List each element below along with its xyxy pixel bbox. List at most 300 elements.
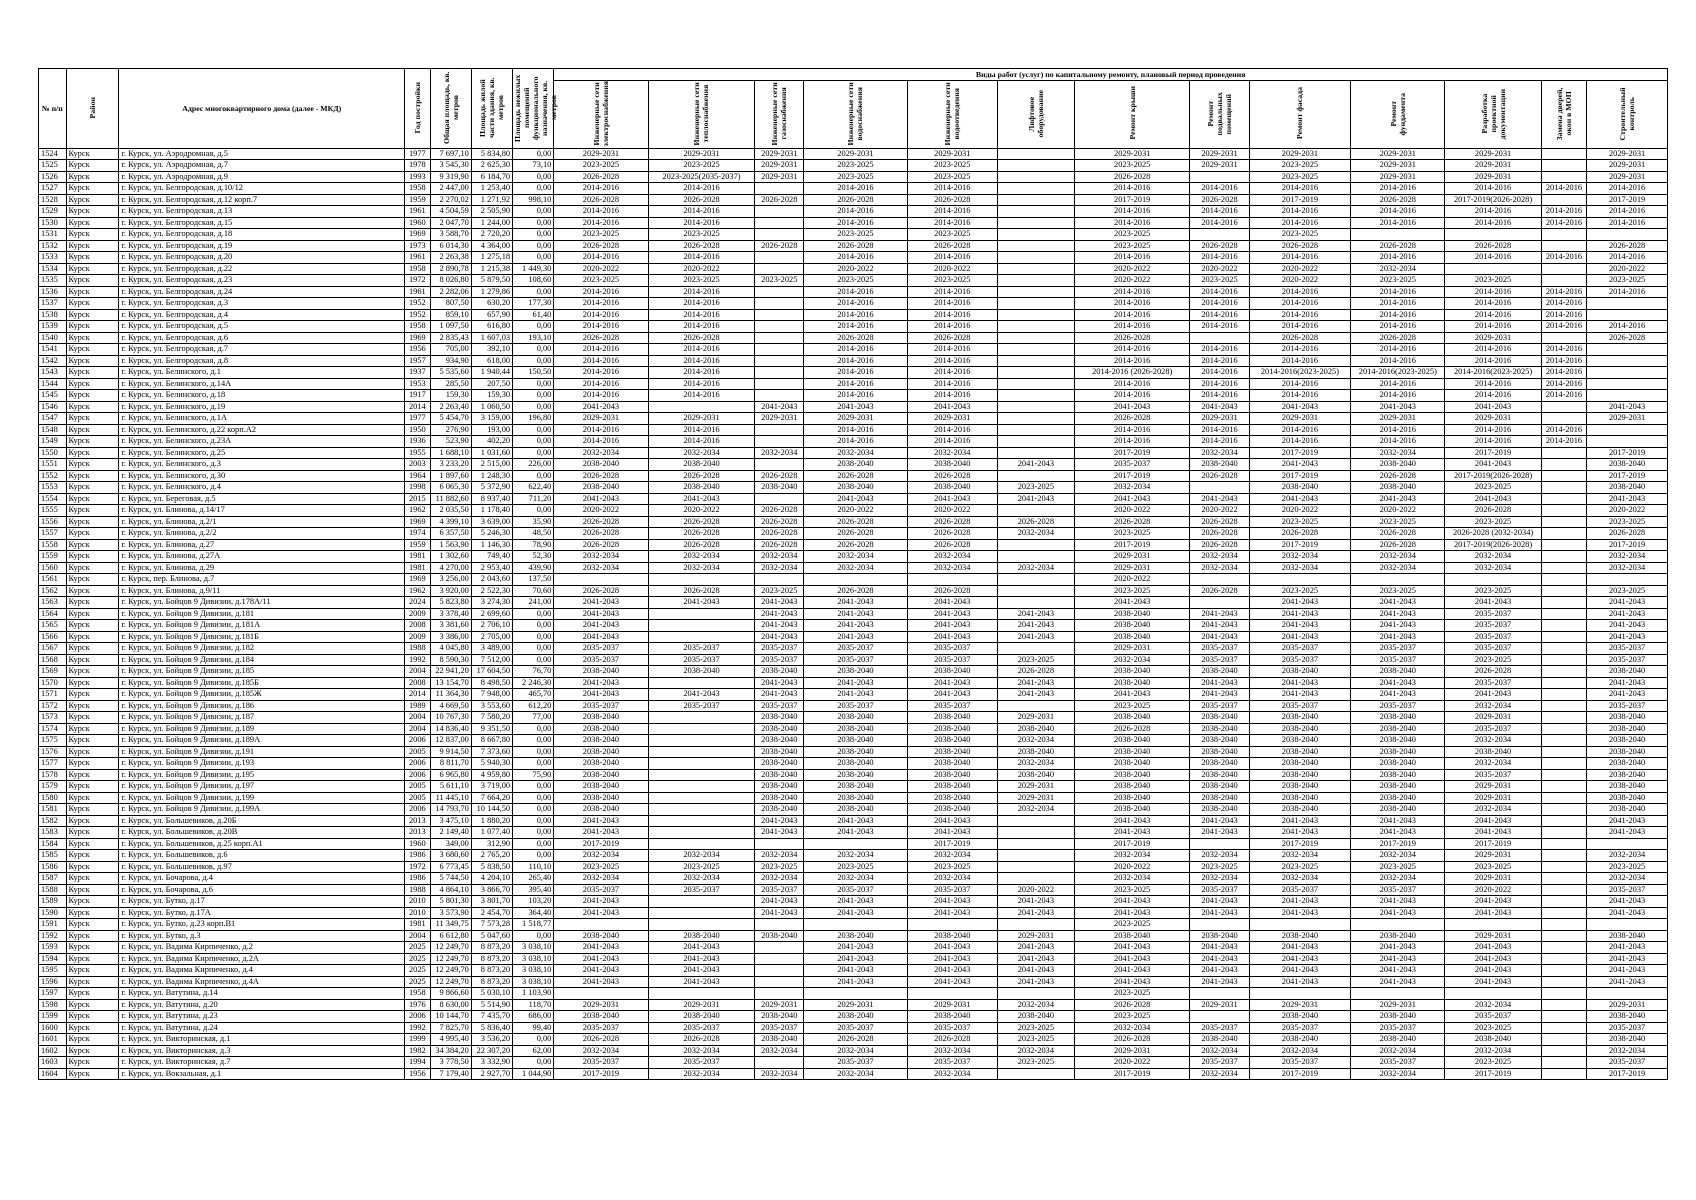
table-cell: 2038-2040 bbox=[1075, 804, 1190, 816]
table-cell: 2026-2028 bbox=[1249, 332, 1351, 344]
table-cell: 2023-2025 bbox=[1445, 275, 1541, 287]
table-cell: 2014-2016 bbox=[907, 344, 997, 356]
table-cell: 2014-2016 bbox=[804, 355, 908, 367]
table-cell: 2014-2016 bbox=[804, 309, 908, 321]
table-cell: 2041-2043 bbox=[554, 620, 648, 632]
table-cell: 1982 bbox=[405, 1045, 430, 1057]
table-cell: г. Курск, ул. Белинского, д.3 bbox=[119, 459, 405, 471]
table-cell: 4 045,80 bbox=[430, 643, 471, 655]
table-cell: 5 801,30 bbox=[430, 896, 471, 908]
table-cell: 2014-2016 bbox=[1541, 390, 1587, 402]
table-cell: 2032-2034 bbox=[1445, 562, 1541, 574]
table-cell: 0,00 bbox=[513, 436, 554, 448]
table-cell: г. Курск, ул. Белгородская, д.20 bbox=[119, 252, 405, 264]
table-cell: 1538 bbox=[39, 309, 67, 321]
table-cell: 2041-2043 bbox=[1249, 459, 1351, 471]
table-cell: 2041-2043 bbox=[1587, 896, 1668, 908]
table-cell: 2029-2031 bbox=[1445, 873, 1541, 885]
table-row bbox=[39, 551, 1668, 563]
table-row bbox=[39, 171, 1668, 183]
table-cell: 2014-2016 bbox=[554, 390, 648, 402]
table-cell bbox=[1541, 850, 1587, 862]
table-cell: 1575 bbox=[39, 735, 67, 747]
table-cell: 2038-2040 bbox=[1587, 1034, 1668, 1046]
header-work-5: Лифтовое оборудование bbox=[997, 80, 1074, 148]
table-cell: 2026-2028 bbox=[1445, 666, 1541, 678]
table-cell: 99,40 bbox=[513, 1022, 554, 1034]
table-cell: Курск bbox=[66, 597, 119, 609]
table-cell: 2041-2043 bbox=[907, 815, 997, 827]
table-cell: 2023-2025 bbox=[1249, 585, 1351, 597]
table-cell: 2008 bbox=[405, 677, 430, 689]
table-cell: 2023-2025 bbox=[907, 171, 997, 183]
table-cell: Курск bbox=[66, 631, 119, 643]
table-cell: 2029-2031 bbox=[1351, 148, 1445, 160]
table-cell: 349,00 bbox=[430, 838, 471, 850]
table-cell: 4 959,80 bbox=[471, 769, 512, 781]
table-cell: 61,40 bbox=[513, 309, 554, 321]
table-cell bbox=[1541, 148, 1587, 160]
table-cell: 2038-2040 bbox=[804, 459, 908, 471]
table-cell: 2032-2034 bbox=[554, 562, 648, 574]
table-cell bbox=[1541, 861, 1587, 873]
table-cell: 2041-2043 bbox=[1249, 953, 1351, 965]
table-cell: 2014 bbox=[405, 689, 430, 701]
table-row bbox=[39, 804, 1668, 816]
table-cell: 2023-2025 bbox=[1249, 516, 1351, 528]
table-cell: 1554 bbox=[39, 493, 67, 505]
table-cell: 2038-2040 bbox=[554, 1011, 648, 1023]
table-cell: 2014-2016 bbox=[1541, 424, 1587, 436]
table-cell: 2014-2016 bbox=[1351, 252, 1445, 264]
table-cell: 0,00 bbox=[513, 608, 554, 620]
table-cell: 2029-2031 bbox=[1075, 562, 1190, 574]
table-cell: 2041-2043 bbox=[648, 953, 755, 965]
table-cell: 2041-2043 bbox=[1249, 907, 1351, 919]
table-cell: 2041-2043 bbox=[1445, 689, 1541, 701]
table-cell: 1551 bbox=[39, 459, 67, 471]
table-cell bbox=[648, 827, 755, 839]
table-cell: 3 256,00 bbox=[430, 574, 471, 586]
table-cell: 1969 bbox=[405, 574, 430, 586]
table-cell: 2014-2016 bbox=[1249, 252, 1351, 264]
table-cell: 1 077,40 bbox=[471, 827, 512, 839]
table-cell: 2041-2043 bbox=[1075, 953, 1190, 965]
table-cell: 2014-2016 bbox=[804, 252, 908, 264]
table-cell: 2035-2037 bbox=[554, 700, 648, 712]
table-cell: 2026-2028 bbox=[1190, 194, 1249, 206]
table-cell: 2032-2034 bbox=[1190, 1068, 1249, 1080]
table-cell: 2032-2034 bbox=[1351, 551, 1445, 563]
table-cell: 2014-2016 bbox=[1541, 309, 1587, 321]
table-cell: 2017-2019 bbox=[1249, 447, 1351, 459]
table-cell: 2023-2025 bbox=[1190, 275, 1249, 287]
table-cell: 2041-2043 bbox=[997, 896, 1074, 908]
table-cell bbox=[907, 919, 997, 931]
table-cell: 0,00 bbox=[513, 758, 554, 770]
table-cell: 1969 bbox=[405, 229, 430, 241]
table-cell: 2038-2040 bbox=[907, 758, 997, 770]
table-cell: 10 144,50 bbox=[471, 804, 512, 816]
table-cell: 2032-2034 bbox=[1351, 263, 1445, 275]
table-cell: 2026-2028 bbox=[1075, 332, 1190, 344]
table-cell: 2038-2040 bbox=[804, 723, 908, 735]
table-cell: 2013 bbox=[405, 827, 430, 839]
table-cell: 2014-2016 bbox=[648, 390, 755, 402]
table-cell: 2026-2028 bbox=[907, 1034, 997, 1046]
table-row bbox=[39, 528, 1668, 540]
header-work-4: Инженерные сети водоотведения bbox=[907, 80, 997, 148]
table-cell: 1569 bbox=[39, 666, 67, 678]
table-cell: 2035-2037 bbox=[907, 1057, 997, 1069]
table-cell: 11 445,10 bbox=[430, 792, 471, 804]
table-cell: 5 838,50 bbox=[471, 861, 512, 873]
table-cell: 2038-2040 bbox=[1351, 804, 1445, 816]
table-cell: 2038-2040 bbox=[1190, 746, 1249, 758]
table-cell: 2041-2043 bbox=[997, 907, 1074, 919]
table-cell: г. Курск, ул. Белинского, д.14А bbox=[119, 378, 405, 390]
table-cell: 1594 bbox=[39, 953, 67, 965]
table-cell bbox=[755, 424, 804, 436]
table-cell: 207,50 bbox=[471, 378, 512, 390]
table-cell: 2035-2037 bbox=[1249, 700, 1351, 712]
table-row bbox=[39, 861, 1668, 873]
table-cell: 177,30 bbox=[513, 298, 554, 310]
header-total-area: Общая площадь, кв. метров bbox=[430, 69, 471, 149]
table-cell: 2035-2037 bbox=[1351, 643, 1445, 655]
table-cell: 118,70 bbox=[513, 999, 554, 1011]
table-cell: 2029-2031 bbox=[1587, 413, 1668, 425]
table-cell bbox=[755, 493, 804, 505]
table-cell: 2041-2043 bbox=[1351, 620, 1445, 632]
table-cell: 2014-2016 bbox=[1587, 252, 1668, 264]
table-cell bbox=[1541, 620, 1587, 632]
table-cell: 2017-2019 bbox=[1249, 194, 1351, 206]
table-cell: 2041-2043 bbox=[755, 907, 804, 919]
table-cell: 2041-2043 bbox=[1587, 815, 1668, 827]
table-cell: 0,00 bbox=[513, 286, 554, 298]
table-cell bbox=[1541, 551, 1587, 563]
table-cell: 2038-2040 bbox=[1587, 804, 1668, 816]
table-cell: г. Курск, ул. Белгородская, д.6 bbox=[119, 332, 405, 344]
table-cell: 2041-2043 bbox=[1190, 689, 1249, 701]
table-cell: 2038-2040 bbox=[755, 930, 804, 942]
table-cell: 1978 bbox=[405, 160, 430, 172]
table-row bbox=[39, 217, 1668, 229]
table-cell bbox=[1541, 815, 1587, 827]
table-cell: 1 940,44 bbox=[471, 367, 512, 379]
table-cell: 2032-2034 bbox=[1351, 850, 1445, 862]
table-cell: 2009 bbox=[405, 608, 430, 620]
table-cell: 2035-2037 bbox=[554, 1022, 648, 1034]
table-cell: 2026-2028 bbox=[1190, 585, 1249, 597]
table-cell: 2023-2025(2035-2037) bbox=[648, 171, 755, 183]
table-cell: 3 038,10 bbox=[513, 965, 554, 977]
table-cell: 78,90 bbox=[513, 539, 554, 551]
table-cell: 2029-2031 bbox=[648, 148, 755, 160]
table-cell: 2014-2016 bbox=[1190, 286, 1249, 298]
table-cell: 2029-2031 bbox=[1075, 1045, 1190, 1057]
table-cell: Курск bbox=[66, 1057, 119, 1069]
table-cell bbox=[755, 263, 804, 275]
table-cell: 1591 bbox=[39, 919, 67, 931]
table-cell: 2006 bbox=[405, 769, 430, 781]
table-row bbox=[39, 240, 1668, 252]
table-cell: 1952 bbox=[405, 309, 430, 321]
table-cell: 1 563,90 bbox=[430, 539, 471, 551]
table-cell: 1526 bbox=[39, 171, 67, 183]
table-cell: 2041-2043 bbox=[1351, 597, 1445, 609]
table-cell: 2041-2043 bbox=[1249, 689, 1351, 701]
table-cell: г. Курск, ул. Вадима Кирпиченко, д.4А bbox=[119, 976, 405, 988]
table-cell bbox=[755, 355, 804, 367]
table-cell: 1525 bbox=[39, 160, 67, 172]
table-cell: 1953 bbox=[405, 378, 430, 390]
table-cell: 2026-2028 bbox=[1075, 1034, 1190, 1046]
table-cell: 2038-2040 bbox=[1190, 781, 1249, 793]
table-cell: 1529 bbox=[39, 206, 67, 218]
table-cell: 2032-2034 bbox=[755, 551, 804, 563]
table-cell: г. Курск, ул. Большевиков, д.20Б bbox=[119, 815, 405, 827]
table-cell: г. Курск, ул. Бойцов 9 Дивизии, д.187 bbox=[119, 712, 405, 724]
table-cell bbox=[648, 988, 755, 1000]
table-cell: 2003 bbox=[405, 459, 430, 471]
table-cell: 2038-2040 bbox=[755, 769, 804, 781]
table-cell bbox=[755, 252, 804, 264]
table-cell: 2038-2040 bbox=[1587, 666, 1668, 678]
table-cell: 2041-2043 bbox=[1249, 401, 1351, 413]
table-cell: 1972 bbox=[405, 275, 430, 287]
table-cell: 2041-2043 bbox=[1249, 976, 1351, 988]
table-cell: 2035-2037 bbox=[755, 654, 804, 666]
table-cell: Курск bbox=[66, 528, 119, 540]
table-cell: 2041-2043 bbox=[1190, 965, 1249, 977]
table-row bbox=[39, 424, 1668, 436]
table-cell: 2032-2034 bbox=[997, 735, 1074, 747]
header-work-11: Замена дверей, окон в МОП bbox=[1541, 80, 1587, 148]
table-cell: 2041-2043 bbox=[1190, 976, 1249, 988]
table-cell: 2014 bbox=[405, 401, 430, 413]
table-cell: 2 720,20 bbox=[471, 229, 512, 241]
table-cell: 2014-2016(2023-2025) bbox=[1351, 367, 1445, 379]
table-cell: 1993 bbox=[405, 171, 430, 183]
table-cell: 2032-2034 bbox=[907, 850, 997, 862]
table-cell: 2010 bbox=[405, 907, 430, 919]
table-cell: 2038-2040 bbox=[1249, 804, 1351, 816]
table-cell: 2029-2031 bbox=[554, 148, 648, 160]
table-cell: 2023-2025 bbox=[554, 275, 648, 287]
table-cell: 2041-2043 bbox=[1075, 597, 1190, 609]
table-row bbox=[39, 505, 1668, 517]
table-cell: 2023-2025 bbox=[1249, 861, 1351, 873]
table-cell: 2041-2043 bbox=[1190, 827, 1249, 839]
table-cell: 2035-2037 bbox=[1190, 884, 1249, 896]
table-cell: 2014-2016 bbox=[1587, 217, 1668, 229]
table-cell: 1573 bbox=[39, 712, 67, 724]
table-cell: 2041-2043 bbox=[648, 493, 755, 505]
table-cell: 1917 bbox=[405, 390, 430, 402]
table-cell: 0,00 bbox=[513, 815, 554, 827]
header-work-9: Ремонт фундамента bbox=[1351, 80, 1445, 148]
table-cell: 2035-2037 bbox=[1445, 769, 1541, 781]
table-cell: 3 159,00 bbox=[471, 413, 512, 425]
table-cell: 2014-2016(2023-2025) bbox=[1249, 367, 1351, 379]
table-cell: 9 866,60 bbox=[430, 988, 471, 1000]
table-cell: 2029-2031 bbox=[1351, 160, 1445, 172]
table-cell bbox=[1541, 769, 1587, 781]
table-cell: 1974 bbox=[405, 528, 430, 540]
header-work-6: Ремонт крыши bbox=[1075, 80, 1190, 148]
table-cell: 2014-2016 bbox=[907, 355, 997, 367]
table-cell: 2014-2016 bbox=[1075, 424, 1190, 436]
table-cell: 2041-2043 bbox=[907, 965, 997, 977]
table-cell: 226,00 bbox=[513, 459, 554, 471]
table-cell: 4 364,00 bbox=[471, 240, 512, 252]
table-cell: 705,00 bbox=[430, 344, 471, 356]
table-cell: 1994 bbox=[405, 1057, 430, 1069]
table-cell: 2029-2031 bbox=[554, 999, 648, 1011]
table-cell: 2038-2040 bbox=[554, 769, 648, 781]
table-cell: г. Курск, ул. Ватутина, д.24 bbox=[119, 1022, 405, 1034]
table-cell: 2032-2034 bbox=[907, 551, 997, 563]
table-cell: 1602 bbox=[39, 1045, 67, 1057]
table-cell: г. Курск, пер. Блинова, д.7 bbox=[119, 574, 405, 586]
table-cell: 2023-2025 bbox=[648, 275, 755, 287]
table-row bbox=[39, 643, 1668, 655]
table-cell: 612,20 bbox=[513, 700, 554, 712]
table-cell: 2041-2043 bbox=[1351, 401, 1445, 413]
table-cell: 2038-2040 bbox=[554, 930, 648, 942]
table-cell: 2041-2043 bbox=[1249, 493, 1351, 505]
table-cell: 1596 bbox=[39, 976, 67, 988]
table-cell bbox=[1541, 792, 1587, 804]
table-cell bbox=[997, 700, 1074, 712]
table-cell: 2032-2034 bbox=[997, 528, 1074, 540]
table-cell: 6 065,30 bbox=[430, 482, 471, 494]
table-cell: 1530 bbox=[39, 217, 67, 229]
table-cell: 1563 bbox=[39, 597, 67, 609]
table-cell: 2026-2028 bbox=[1190, 516, 1249, 528]
table-cell bbox=[648, 769, 755, 781]
table-cell: 2041-2043 bbox=[554, 965, 648, 977]
table-cell bbox=[997, 585, 1074, 597]
table-cell: 2041-2043 bbox=[1075, 827, 1190, 839]
table-cell: 2023-2025 bbox=[1075, 884, 1190, 896]
table-cell: 2014-2016 bbox=[1249, 378, 1351, 390]
table-cell: 2017-2019 bbox=[1445, 1068, 1541, 1080]
table-cell: 2032-2034 bbox=[1587, 562, 1668, 574]
table-cell bbox=[1190, 171, 1249, 183]
table-cell: 2014-2016 bbox=[1075, 286, 1190, 298]
table-cell: 11 882,60 bbox=[430, 493, 471, 505]
table-cell: 2023-2025 bbox=[1075, 240, 1190, 252]
table-cell: 2038-2040 bbox=[907, 735, 997, 747]
table-cell: 2038-2040 bbox=[1249, 769, 1351, 781]
table-cell: 2014-2016 bbox=[1351, 309, 1445, 321]
table-cell: Курск bbox=[66, 551, 119, 563]
table-cell: 2026-2028 bbox=[755, 240, 804, 252]
table-cell: 2032-2034 bbox=[1075, 873, 1190, 885]
table-cell: 1582 bbox=[39, 815, 67, 827]
table-cell: 2014-2016 bbox=[1445, 206, 1541, 218]
table-cell bbox=[648, 746, 755, 758]
capital-repair-register-table bbox=[38, 68, 1668, 1080]
table-cell: 2029-2031 bbox=[1190, 999, 1249, 1011]
table-cell: 1559 bbox=[39, 551, 67, 563]
table-cell bbox=[755, 838, 804, 850]
table-cell: 2041-2043 bbox=[1249, 631, 1351, 643]
table-cell: 2038-2040 bbox=[1351, 1011, 1445, 1023]
table-cell bbox=[997, 643, 1074, 655]
table-cell: 2041-2043 bbox=[554, 608, 648, 620]
table-cell: 1959 bbox=[405, 539, 430, 551]
table-cell: 2017-2019 bbox=[1587, 1068, 1668, 1080]
table-cell: 2038-2040 bbox=[648, 459, 755, 471]
table-cell: 2020-2022 bbox=[997, 884, 1074, 896]
table-cell: 2038-2040 bbox=[554, 781, 648, 793]
table-cell: 2041-2043 bbox=[1587, 631, 1668, 643]
table-cell: 1 097,50 bbox=[430, 321, 471, 333]
table-cell: г. Курск, ул. Вадима Кирпиченко, д.4 bbox=[119, 965, 405, 977]
table-cell: Курск bbox=[66, 252, 119, 264]
table-cell: 1956 bbox=[405, 1068, 430, 1080]
table-cell: 2029-2031 bbox=[907, 999, 997, 1011]
table-cell: 2038-2040 bbox=[1249, 781, 1351, 793]
table-cell: 2014-2016 bbox=[1190, 355, 1249, 367]
table-cell: 48,50 bbox=[513, 528, 554, 540]
header-address: Адрес многоквартирного дома (далее - МКД) bbox=[119, 69, 405, 149]
table-cell: 0,00 bbox=[513, 355, 554, 367]
table-cell: 2020-2022 bbox=[1445, 884, 1541, 896]
table-cell: Курск bbox=[66, 459, 119, 471]
table-cell: 2014-2016 bbox=[1351, 286, 1445, 298]
header-work-8: Ремонт фасада bbox=[1249, 80, 1351, 148]
table-cell bbox=[1587, 298, 1668, 310]
header-nonliving-area: Площадь нежилых помещений функционального назначения, кв. метров bbox=[513, 69, 554, 149]
table-cell bbox=[997, 505, 1074, 517]
table-cell: 2026-2028 bbox=[907, 470, 997, 482]
table-cell: 2032-2034 bbox=[804, 850, 908, 862]
table-row bbox=[39, 827, 1668, 839]
table-cell: 2014-2016 bbox=[907, 252, 997, 264]
table-cell: 2041-2043 bbox=[997, 677, 1074, 689]
table-cell: 3 680,60 bbox=[430, 850, 471, 862]
table-cell: 5 836,40 bbox=[471, 1022, 512, 1034]
table-cell: 2014-2016 bbox=[1075, 252, 1190, 264]
table-cell: 2032-2034 bbox=[648, 1068, 755, 1080]
table-cell: 2014-2016 bbox=[1190, 252, 1249, 264]
table-cell bbox=[1541, 700, 1587, 712]
table-cell: 8 873,20 bbox=[471, 953, 512, 965]
table-cell: г. Курск, ул. Бойцов 9 Дивизии, д.181А bbox=[119, 620, 405, 632]
table-cell: 2004 bbox=[405, 723, 430, 735]
table-cell: 2041-2043 bbox=[804, 620, 908, 632]
table-row bbox=[39, 286, 1668, 298]
table-cell bbox=[648, 896, 755, 908]
table-cell: 2029-2031 bbox=[1351, 171, 1445, 183]
table-cell: 1936 bbox=[405, 436, 430, 448]
table-cell: 2017-2019 bbox=[1075, 447, 1190, 459]
table-cell bbox=[1541, 999, 1587, 1011]
table-cell: 2017-2019(2026-2028) bbox=[1445, 194, 1541, 206]
table-cell: 616,80 bbox=[471, 321, 512, 333]
table-cell: 2023-2025 bbox=[804, 275, 908, 287]
table-cell: Курск bbox=[66, 344, 119, 356]
table-cell: 2041-2043 bbox=[1075, 689, 1190, 701]
table-cell: 1590 bbox=[39, 907, 67, 919]
table-cell bbox=[1190, 838, 1249, 850]
table-cell: 2023-2025 bbox=[1445, 654, 1541, 666]
